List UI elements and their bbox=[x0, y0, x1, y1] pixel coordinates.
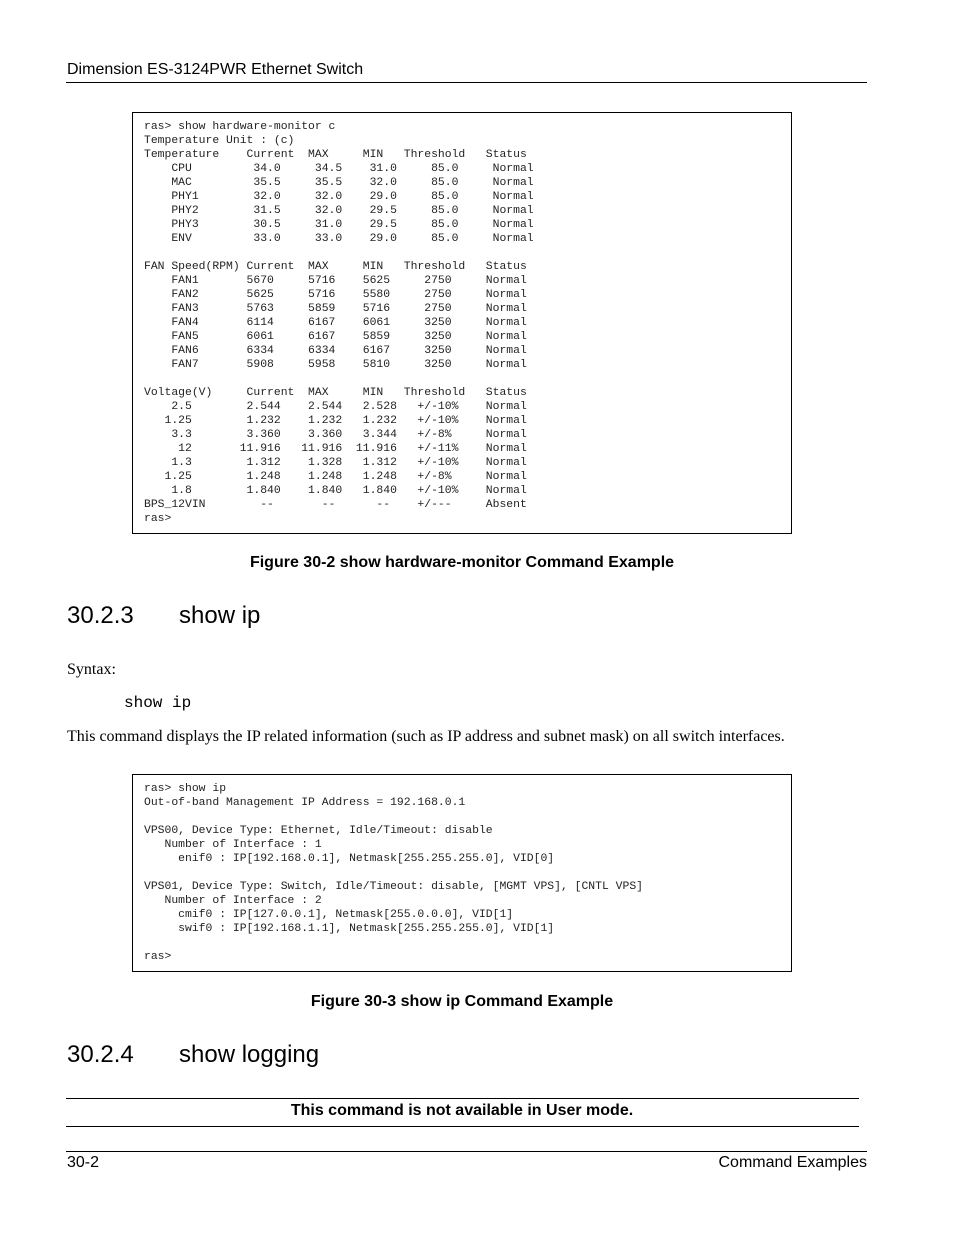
note-top-rule bbox=[66, 1098, 859, 1099]
syntax-command: show ip bbox=[124, 694, 192, 712]
section-title: show logging bbox=[179, 1041, 320, 1068]
hardware-monitor-output: ras> show hardware-monitor c Temperature Unit : (c) Temperature Current MAX MIN Threshold Status CPU 34.0 34.5 31.0 85.0 Normal MAC 35.5 35.5 32.0 85.0 Normal PHY1 32.0 32.0 29.0 85.0 Normal PHY2 31.5 32.0 29.5 85.0 Normal PHY3 30.5 31.0 29.5 85.0 Normal ENV 33.0 33.0 29.0 85.0 Normal FAN Speed(RPM) Current MAX MIN Threshold Status FAN1 5670 5716 5625 2750 Normal FAN2 5625 5716 5580 2750 Normal FAN3 5763 5859 5716 2750 Normal FAN4 6114 6167 6061 3250 Normal FAN5 6061 6167 5859 3250 Normal FAN6 6334 6334 6167 3250 Normal FAN7 5908 5958 5810 3250 Normal Voltage(V) Current MAX MIN Threshold Status 2.5 2.544 2.544 2.528 +/-10% Normal 1.25 1.232 1.232 1.232 +/-10% Normal 3.3 3.360 3.360 3.344 +/-8% Normal 12 11.916 11.916 11.916 +/-11% Normal 1.3 1.312 1.328 1.312 +/-10% Normal 1.25 1.248 1.248 1.248 +/-8% Normal 1.8 1.840 1.840 1.840 +/-10% Normal BPS_12VIN -- -- -- +/--- Absent ras> bbox=[144, 121, 534, 525]
show-ip-code-box bbox=[132, 774, 792, 972]
figure-30-3-caption: Figure 30-3 show ip Command Example bbox=[310, 993, 614, 1010]
show-ip-output: ras> show ip Out-of-band Management IP Address = 192.168.0.1 VPS00, Device Type: Ethernet, Idle/Timeout: disable Number of Interface : 1 enif0 : IP[192.168.0.1], Netmask[255.255.255.0], VID[0] VPS01, Device Type: Switch, Idle/Timeout: disable, [MGMT VPS], [CNTL VPS] Number of Interface : 2 cmif0 : IP[127.0.0.1], Netmask[255.0.0.0], VID[1] swif0 : IP[192.168.1.1], Netmask[255.255.255.0], VID[1] ras> bbox=[144, 783, 643, 963]
hardware-monitor-code-box bbox=[132, 112, 792, 534]
note-bottom-rule bbox=[66, 1126, 859, 1127]
page-number: 30-2 bbox=[67, 1154, 100, 1171]
section-title: show ip bbox=[179, 602, 261, 629]
show-ip-description: This command displays the IP related information (such as IP address and subnet mask) on all switch interfaces. bbox=[67, 728, 785, 745]
section-number: 30.2.3 bbox=[67, 602, 134, 629]
header-divider bbox=[66, 82, 867, 83]
section-heading-show-logging bbox=[67, 1041, 319, 1069]
user-mode-note: This command is not available in User mode. bbox=[290, 1102, 634, 1119]
page-header-title: Dimension ES-3124PWR Ethernet Switch bbox=[67, 61, 364, 78]
section-heading-show-ip bbox=[67, 602, 260, 630]
footer-divider bbox=[66, 1151, 867, 1152]
footer-section-title: Command Examples bbox=[718, 1154, 867, 1171]
section-number: 30.2.4 bbox=[67, 1041, 134, 1068]
syntax-label: Syntax: bbox=[67, 661, 116, 678]
figure-30-2-caption: Figure 30-2 show hardware-monitor Command Example bbox=[249, 554, 675, 571]
